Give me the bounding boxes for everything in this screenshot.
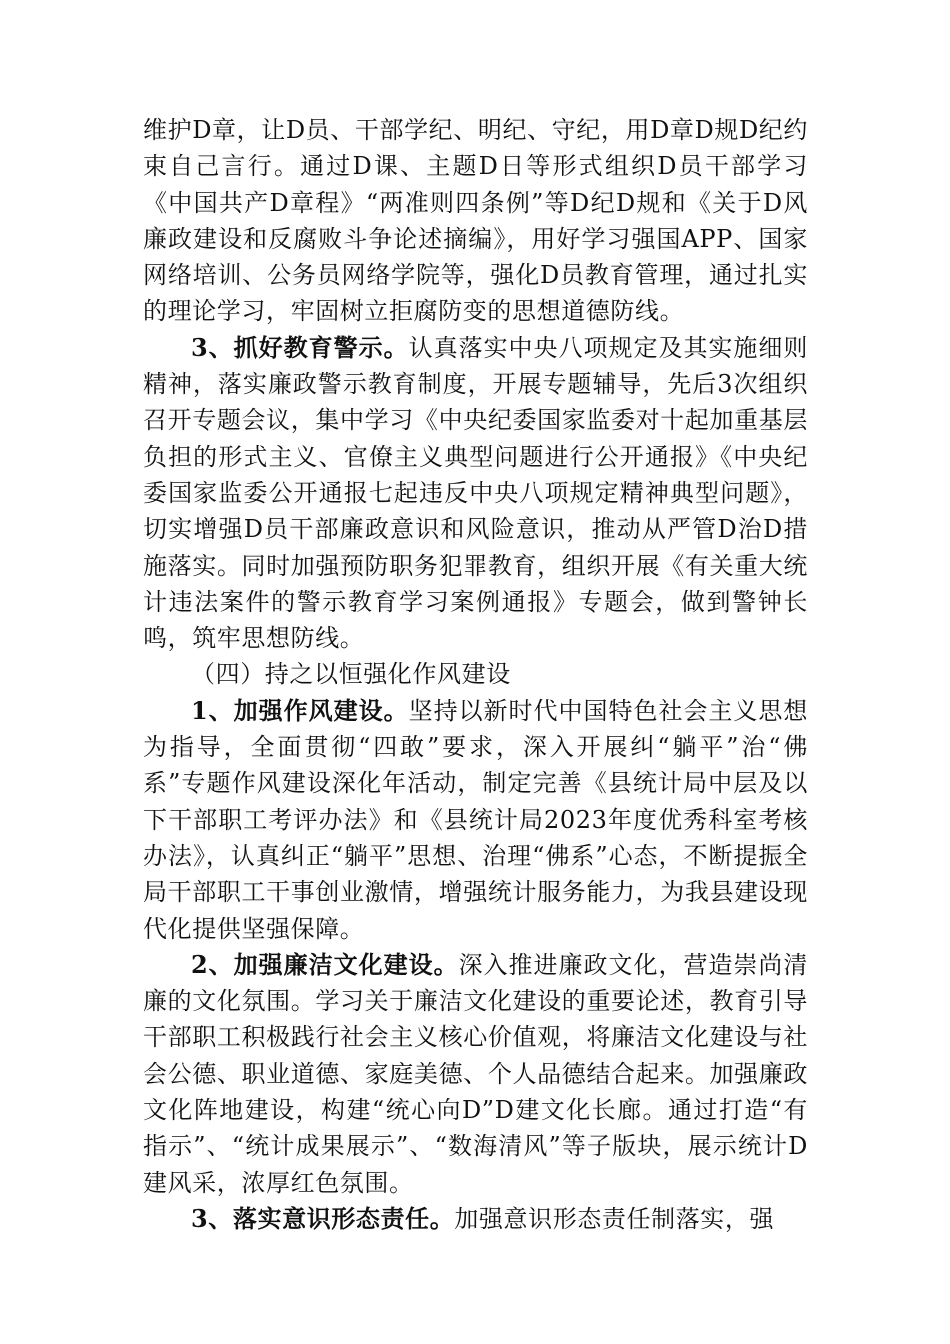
document-body — [143, 112, 808, 1237]
paragraph-party-constitution-study — [143, 112, 808, 330]
paragraph-text: 维护D章，让D员、干部学纪、明纪、守纪，用D章D规D纪约束自己言行。通过D课、主题D日等形式组织D员干部学习《中国共产D章程》“两准则四条例”等D纪D规和《关于D风廉政建设和反腐败斗争论述摘编》，用好学习强国APP、国家网络培训、公务员网络学院等，强化D员教育管理，通过扎实的理论学习，牢固树立拒腐防变的思想道德防线。 — [143, 116, 809, 326]
paragraph-text: 认真落实中央八项规定及其实施细则精神，落实廉政警示教育制度，开展专题辅导，先后3次组织召开专题会议，集中学习《中央纪委国家监委对十起加重基层负担的形式主义、官僚主义典型问题进行公开通报》《中央纪委国家监委公开通报七起违反中央八项规定精神典型问题》，切实增强D员干部廉政意识和风险意识，推动从严管D治D措施落实。同时加强预防职务犯罪教育，组织开展《有关重大统计违法案件的警示教育学习案例通报》专题会，做到警钟长鸣，筑牢思想防线。 — [143, 333, 808, 653]
paragraph-lead-heading: 1、加强作风建设。 — [191, 695, 409, 725]
paragraph-text: 加强意识形态责任制落实，强 — [454, 1204, 775, 1233]
paragraph-ideology-responsibility — [143, 1201, 808, 1237]
paragraph-lead-heading: 3、落实意识形态责任。 — [191, 1203, 455, 1233]
paragraph-text: 坚持以新时代中国特色社会主义思想为指导，全面贯彻“四敢”要求，深入开展纠“躺平”治“佛系”专题作风建设深化年活动，制定完善《县统计局中层及以下干部职工考评办法》和《县统计局2023年度优秀科室考核办法》，认真纠正“躺平”思想、治理“佛系”心态，不断提振全局干部职工干事创业激情，增强统计服务能力，为我县建设现代化提供坚强保障。 — [143, 696, 808, 943]
section-heading: （四）持之以恒强化作风建设 — [191, 660, 511, 689]
paragraph-lead-heading: 3、抓好教育警示。 — [191, 332, 409, 362]
paragraph-work-style — [143, 693, 808, 947]
paragraph-lead-heading: 2、加强廉洁文化建设。 — [191, 949, 459, 979]
paragraph-clean-culture — [143, 947, 808, 1201]
paragraph-education-warning — [143, 330, 808, 657]
paragraph-text: 深入推进廉政文化，营造崇尚清廉的文化氛围。学习关于廉洁文化建设的重要论述，教育引导干部职工积极践行社会主义核心价值观，将廉洁文化建设与社会公德、职业道德、家庭美德、个人品德结合起来。加强廉政文化阵地建设，构建“统心向D”D建文化长廊。通过打造“有指示”、“统计成果展示”、“数海清风”等子版块，展示统计D建风采，浓厚红色氛围。 — [143, 950, 808, 1197]
